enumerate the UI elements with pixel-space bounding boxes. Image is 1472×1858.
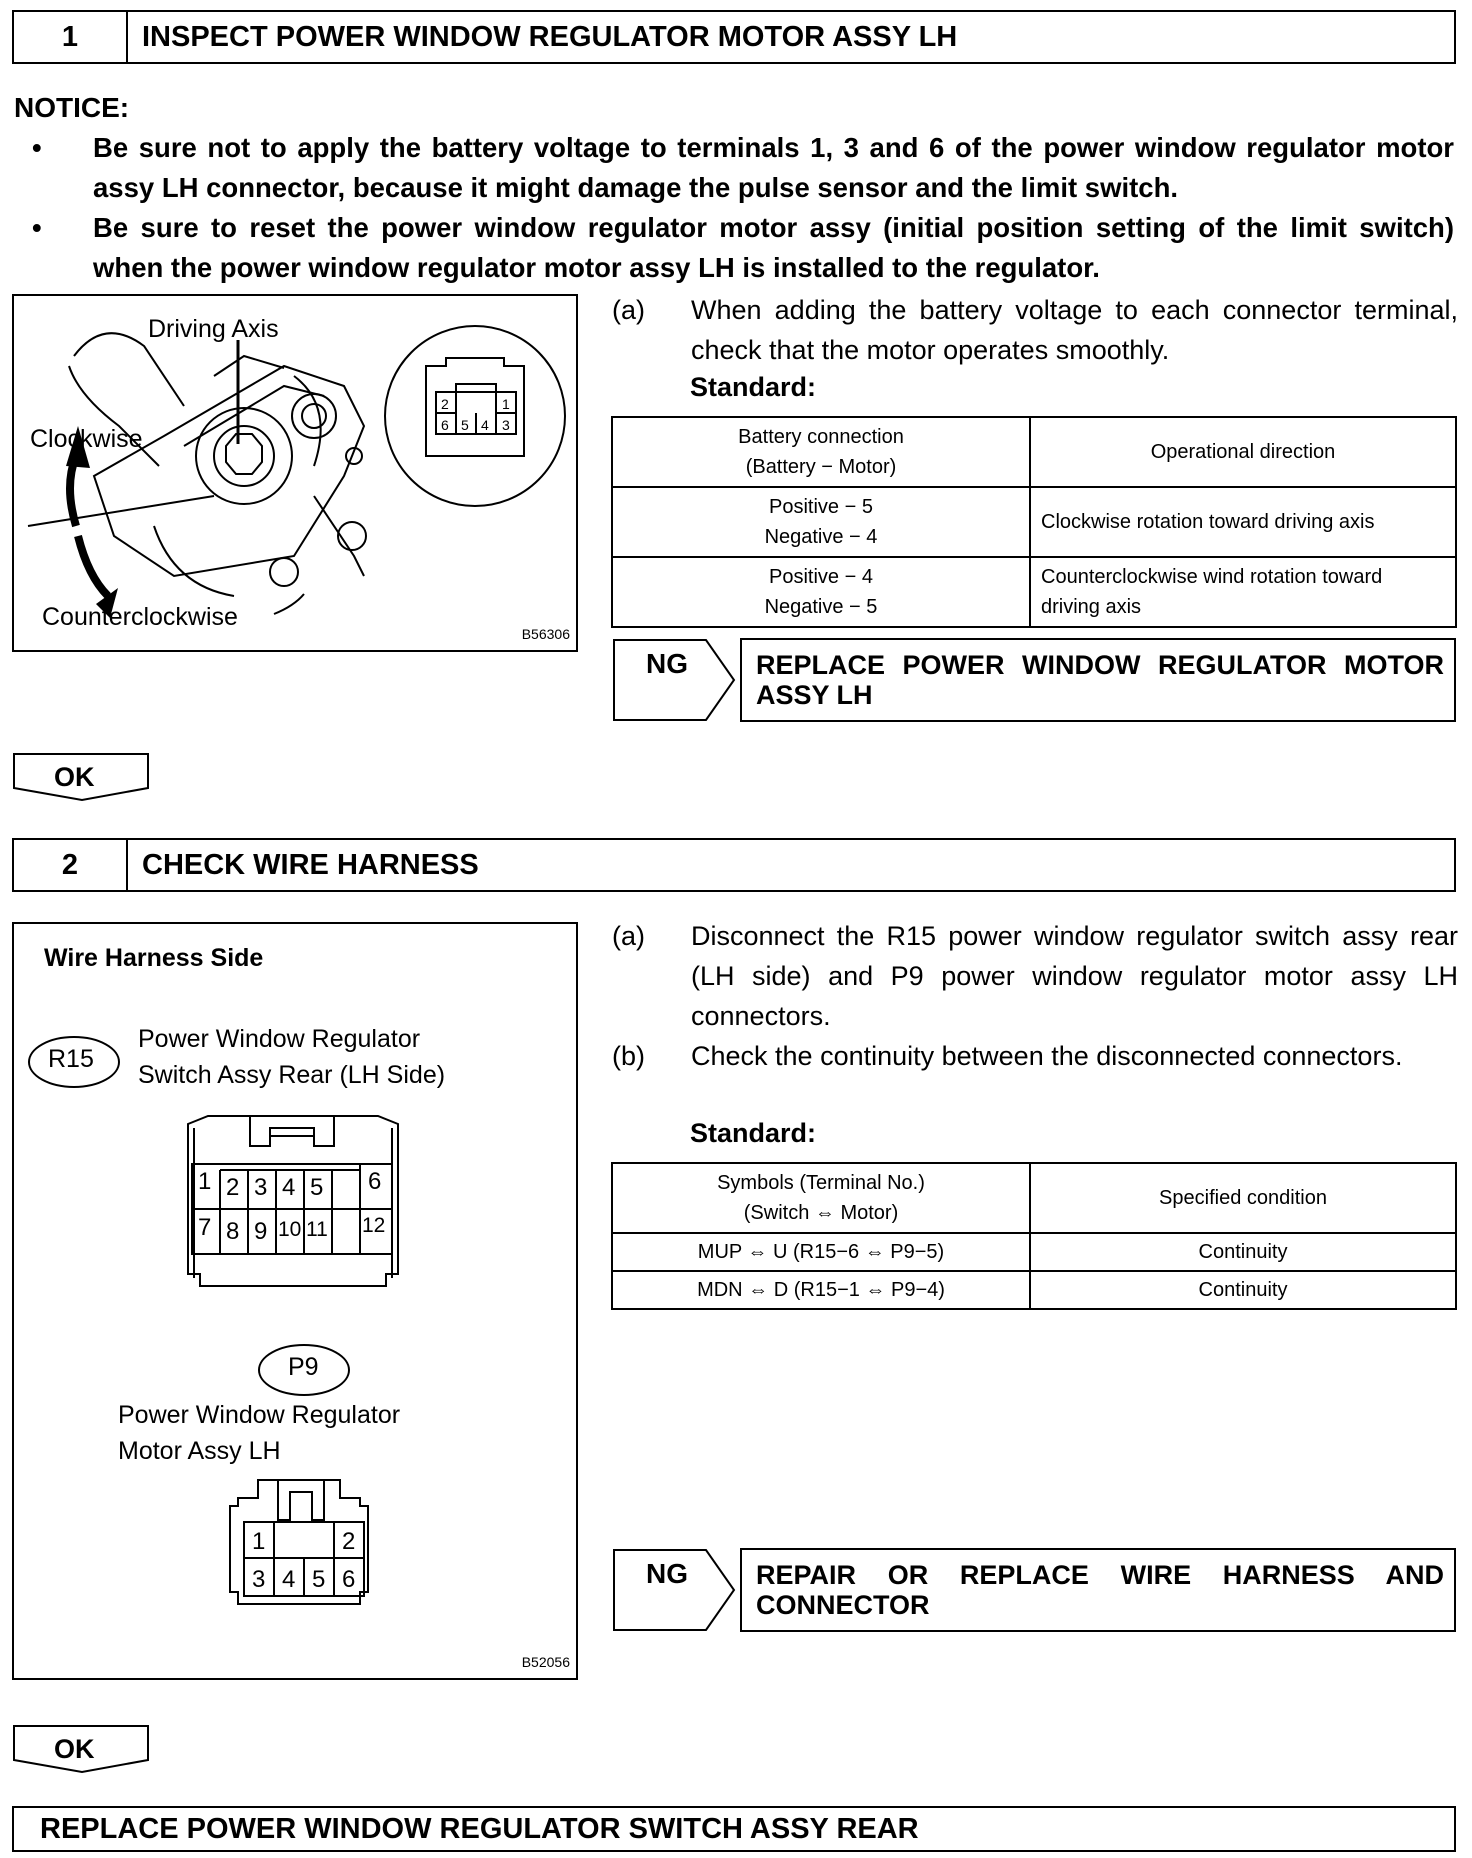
figure-code: B52056 bbox=[521, 1654, 570, 1670]
r15-pin: 2 bbox=[226, 1174, 240, 1201]
wire-harness-side-label: Wire Harness Side bbox=[44, 944, 264, 972]
r15-pin: 4 bbox=[282, 1174, 296, 1201]
ng-action-1 bbox=[740, 638, 1456, 722]
final-step-title: REPLACE POWER WINDOW REGULATOR SWITCH ASSY REAR bbox=[40, 1812, 919, 1845]
step-2-spec-table bbox=[611, 1162, 1457, 1310]
motor-pin-6: 6 bbox=[441, 417, 449, 433]
motor-illustration bbox=[14, 296, 576, 650]
p9-pin: 3 bbox=[252, 1566, 266, 1593]
step-1-spec-table bbox=[611, 416, 1457, 628]
p9-description-line1: Power Window Regulator bbox=[118, 1401, 401, 1429]
r15-pin: 6 bbox=[368, 1168, 382, 1195]
table-cell bbox=[612, 557, 1030, 627]
bullet-icon: • bbox=[32, 212, 42, 243]
table-row bbox=[612, 557, 1456, 627]
notice-item-2 bbox=[14, 208, 1454, 288]
counterclockwise-label: Counterclockwise bbox=[42, 603, 238, 631]
table-cell bbox=[612, 487, 1030, 557]
wire-harness-figure bbox=[12, 922, 578, 1680]
step-2-instruction-a bbox=[612, 916, 1458, 1036]
header-line: Symbols (Terminal No.) bbox=[717, 1172, 925, 1194]
instruction-a-label: (a) bbox=[612, 921, 645, 951]
table-cell: MUP ⇔ U (R15−6 ⇔ P9−5) bbox=[612, 1233, 1030, 1271]
ng-label-1: NG bbox=[646, 648, 688, 679]
r15-description-line2: Switch Assy Rear (LH Side) bbox=[138, 1061, 446, 1089]
step-2-number: 2 bbox=[14, 840, 128, 890]
r15-pin: 5 bbox=[310, 1174, 324, 1201]
step-2-header bbox=[12, 838, 1456, 892]
notice-text-2: Be sure to reset the power window regulator motor assy (initial position setting of the limit switch) when the power window regulator motor assy LH is installed to the regulator. bbox=[93, 212, 1454, 283]
table-row bbox=[612, 1233, 1456, 1271]
p9-pin: 1 bbox=[252, 1528, 266, 1555]
step-1-number: 1 bbox=[14, 12, 128, 62]
ng-label-2: NG bbox=[646, 1558, 688, 1589]
step-1-standard-label: Standard: bbox=[690, 372, 817, 402]
table-row bbox=[612, 487, 1456, 557]
r15-pin: 8 bbox=[226, 1218, 240, 1245]
table-cell: MDN ⇔ D (R15−1 ⇔ P9−4) bbox=[612, 1271, 1030, 1309]
instruction-b-text: Check the continuity between the disconnected connectors. bbox=[691, 1041, 1403, 1071]
p9-pin: 4 bbox=[282, 1566, 296, 1593]
p9-pin: 2 bbox=[342, 1528, 356, 1555]
table-row bbox=[612, 1271, 1456, 1309]
final-step-box bbox=[12, 1806, 1456, 1852]
motor-pin-3: 3 bbox=[502, 417, 510, 433]
ng-action-2 bbox=[740, 1548, 1456, 1632]
motor-pin-4: 4 bbox=[481, 417, 489, 433]
step-1-title: INSPECT POWER WINDOW REGULATOR MOTOR ASSY LH bbox=[142, 20, 958, 53]
bullet-icon: • bbox=[32, 132, 42, 163]
r15-pin: 10 bbox=[278, 1218, 302, 1241]
r15-pin: 7 bbox=[198, 1214, 212, 1241]
cell-line: Positive − 4 bbox=[769, 566, 873, 588]
p9-connector bbox=[218, 1476, 388, 1626]
figure-code: B56306 bbox=[521, 626, 570, 642]
table-cell: Continuity bbox=[1030, 1271, 1456, 1309]
r15-pin: 3 bbox=[254, 1174, 268, 1201]
header-line: Battery connection bbox=[738, 426, 904, 448]
r15-pin: 1 bbox=[198, 1168, 212, 1195]
r15-pin: 11 bbox=[306, 1218, 328, 1241]
step-2-instruction-b bbox=[612, 1036, 1458, 1116]
clockwise-label: Clockwise bbox=[30, 425, 143, 453]
r15-connector bbox=[174, 1114, 414, 1294]
p9-pin: 6 bbox=[342, 1566, 356, 1593]
ng-action-text-1: REPLACE POWER WINDOW REGULATOR MOTOR ASSY LH bbox=[756, 650, 1444, 710]
p9-pin: 5 bbox=[312, 1566, 326, 1593]
table-cell: Counterclockwise wind rotation toward driving axis bbox=[1030, 557, 1456, 627]
step-2-standard-label: Standard: bbox=[690, 1118, 817, 1148]
ok-label-2: OK bbox=[54, 1734, 95, 1764]
step-2-title: CHECK WIRE HARNESS bbox=[142, 848, 479, 881]
table-header-direction: Operational direction bbox=[1030, 417, 1456, 487]
table-header-symbols bbox=[612, 1163, 1030, 1233]
instruction-a-text: When adding the battery voltage to each connector terminal, check that the motor operates smoothly. bbox=[691, 295, 1458, 365]
step-1-header bbox=[12, 10, 1456, 64]
notice-label: NOTICE: bbox=[14, 92, 130, 123]
p9-description-line2: Motor Assy LH bbox=[118, 1437, 281, 1465]
ng-action-text-2: REPAIR OR REPLACE WIRE HARNESS AND CONNECTOR bbox=[756, 1560, 1444, 1620]
instruction-a-label: (a) bbox=[612, 295, 645, 325]
cell-line: Positive − 5 bbox=[769, 496, 873, 518]
cell-line: Negative − 5 bbox=[764, 596, 878, 618]
motor-figure bbox=[12, 294, 578, 652]
cell-line: Negative − 4 bbox=[764, 526, 878, 548]
ok-label-1: OK bbox=[54, 762, 95, 792]
r15-pin: 9 bbox=[254, 1218, 268, 1245]
table-header-condition: Specified condition bbox=[1030, 1163, 1456, 1233]
table-header-battery bbox=[612, 417, 1030, 487]
table-cell: Clockwise rotation toward driving axis bbox=[1030, 487, 1456, 557]
r15-tag: R15 bbox=[48, 1045, 94, 1073]
instruction-a-text: Disconnect the R15 power window regulator switch assy rear (LH side) and P9 power window regulator motor assy LH connectors. bbox=[691, 921, 1458, 1031]
notice-text-1: Be sure not to apply the battery voltage to terminals 1, 3 and 6 of the power window regulator motor assy LH connector, because it might damage the pulse sensor and the limit switch. bbox=[93, 132, 1454, 203]
p9-tag: P9 bbox=[288, 1353, 319, 1381]
r15-pin: 12 bbox=[362, 1214, 386, 1237]
notice-item-1 bbox=[14, 128, 1454, 208]
motor-pin-1: 1 bbox=[502, 396, 510, 412]
driving-axis-label: Driving Axis bbox=[148, 315, 279, 343]
instruction-b-label: (b) bbox=[612, 1041, 645, 1071]
header-line: (Switch ⇔ Motor) bbox=[743, 1202, 899, 1224]
step-1-instruction-a bbox=[612, 290, 1458, 370]
motor-pin-2: 2 bbox=[441, 396, 449, 412]
header-line: (Battery − Motor) bbox=[745, 456, 897, 478]
motor-pin-5: 5 bbox=[461, 417, 469, 433]
r15-description-line1: Power Window Regulator bbox=[138, 1025, 421, 1053]
table-cell: Continuity bbox=[1030, 1233, 1456, 1271]
